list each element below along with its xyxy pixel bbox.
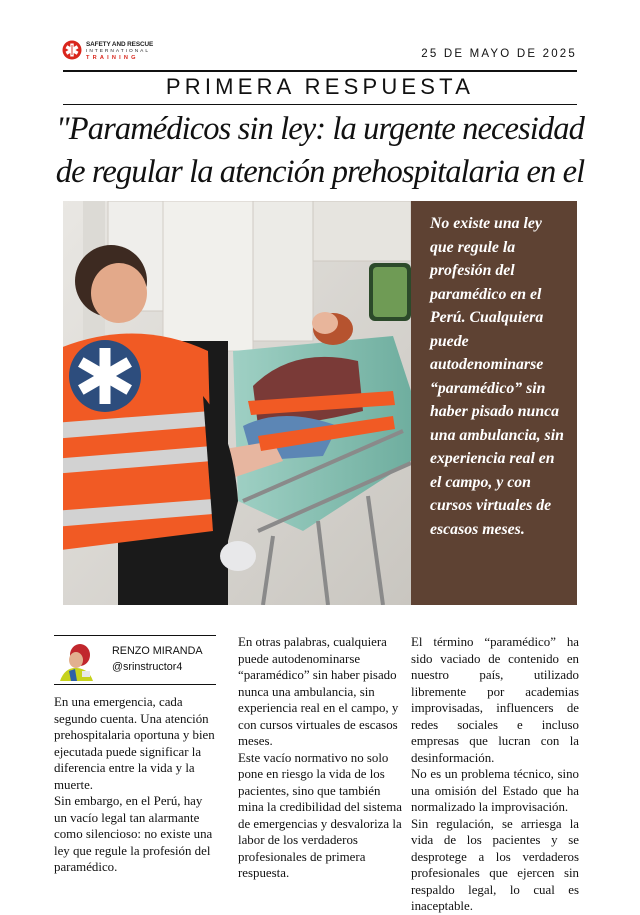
avatar (55, 641, 95, 681)
paragraph: El término “paramédico” ha sido vaciado de contenido en nuestro país, utilizado libremente por academias improvisadas, influencers de redes sociales e incluso empresas que lucran con la desinformación. (411, 635, 579, 765)
paragraph: En una emergencia, cada segundo cuenta. Una atención prehospitalaria oportuna y bien ejecutada puede significar la diferencia entre la vida y la muerte. (54, 695, 215, 792)
logo-text-line2: INTERNATIONAL (86, 49, 151, 54)
logo-text-line3: TRAINING (86, 55, 139, 61)
paragraph: No es un problema técnico, sino una omisión del Estado que ha normalizado la improvisación. (411, 767, 579, 814)
pull-quote-box (411, 201, 577, 605)
section-title: PRIMERA RESPUESTA (165, 74, 475, 99)
article-headline: "Paramédicos sin ley: la urgente necesidad de regular la atención prehospitalaria en el (55, 111, 585, 190)
author-name: RENZO MIRANDA (112, 645, 203, 657)
top-rule (63, 70, 577, 72)
author-handle: @srinstructor4 (112, 661, 183, 673)
body-column-1 (54, 694, 218, 876)
author-byline (54, 635, 216, 685)
body-column-3 (411, 634, 579, 915)
issue-date: 25 DE MAYO DE 2025 (421, 48, 577, 60)
logo-text-line1: SAFETY AND RESCUE (86, 41, 154, 48)
section-rule (63, 104, 577, 105)
paragraph: Sin regulación, se arriesga la vida de los pacientes y se desprotege a los verdaderos profesionales que ejercen sin respaldo legal, lo cual es inaceptable. (411, 816, 579, 913)
body-column-2 (238, 634, 402, 882)
paragraph: Este vacío normativo no solo pone en riesgo la vida de los pacientes, sino que también mina la credibilidad del sistema de emergencias y desvaloriza la labor de los verdaderos profesionales de primera respuesta. (238, 750, 402, 880)
paragraph: En otras palabras, cualquiera puede autodenominarse “paramédico” sin haber pisado nunca una ambulancia, sin experiencia real en el campo, y con cursos virtuales de escasos meses. (238, 635, 399, 748)
pull-quote-text: No existe una ley que regule la profesión del paramédico en el Perú. Cualquiera puede autodenominarse “paramédico” sin haber pisado nunca una ambulancia, sin experiencia real en el campo, y con cursos virtuales de escasos meses. (430, 215, 564, 538)
article-photo (63, 201, 411, 605)
ambulance-scene-illustration (63, 201, 411, 605)
star-of-life-icon (62, 40, 82, 60)
paragraph: Sin embargo, en el Perú, hay un vacío legal tan alarmante como silencioso: no existe una ley que regule la profesión del paramédico. (54, 794, 213, 874)
brand-logo (62, 40, 162, 64)
